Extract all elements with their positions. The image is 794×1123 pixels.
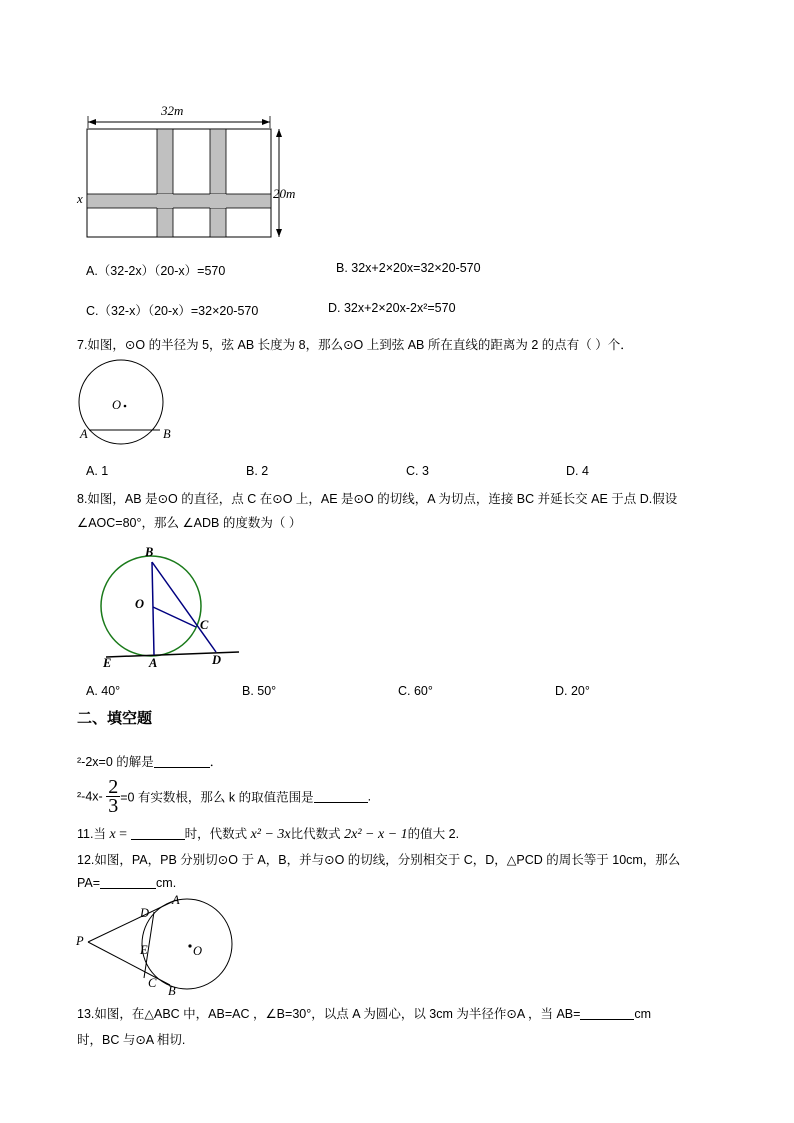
q8-circle-figure bbox=[98, 548, 248, 673]
q11-var-x: x bbox=[109, 827, 116, 842]
q6-x-label: x bbox=[77, 191, 83, 206]
q8-option-d[interactable]: D. 20° bbox=[555, 684, 590, 698]
q10-text-post: . bbox=[367, 789, 372, 804]
q12-text-post: cm. bbox=[156, 876, 177, 890]
q13-text-pre: 13.如图，在△ABC 中，AB=AC ，∠B=30°，以点 A 为圆心，以 3cm 为半径作⊙A ，当 AB= bbox=[77, 1007, 581, 1021]
q11-text-pre: 11.当 bbox=[77, 827, 106, 841]
q7-option-d[interactable]: D. 4 bbox=[566, 464, 589, 478]
q9-answer-blank[interactable] bbox=[154, 755, 210, 768]
q12-label-o: O bbox=[193, 944, 203, 958]
q11-text-mid2: 比代数式 bbox=[290, 827, 341, 841]
q12-answer-blank[interactable] bbox=[100, 876, 156, 889]
section-title-fill-in: 二、填空题 bbox=[77, 710, 153, 727]
q12-label-b: B bbox=[168, 984, 176, 998]
q11-text-mid1: 时，代数式 bbox=[184, 827, 248, 841]
q8-label-b: B bbox=[145, 545, 154, 559]
q8-option-c[interactable]: C. 60° bbox=[398, 684, 433, 698]
q12-tangent-figure bbox=[74, 892, 239, 1002]
q12-label-p: P bbox=[76, 934, 84, 948]
q12-label-a: A bbox=[172, 893, 180, 907]
q7-option-b[interactable]: B. 2 bbox=[246, 464, 269, 478]
q11-expression-2: 2x² − x − 1 bbox=[344, 827, 408, 842]
q10-question bbox=[77, 778, 371, 815]
q8-label-e: E bbox=[103, 656, 112, 670]
q8-option-b[interactable]: B. 50° bbox=[242, 684, 277, 698]
q8-option-a[interactable]: A. 40° bbox=[86, 684, 121, 698]
q6-option-d[interactable]: D. 32x+2×20x-2x²=570 bbox=[328, 301, 456, 315]
q12-label-c: C bbox=[148, 976, 157, 990]
q6-option-c[interactable]: C.（32-x）（20-x）=32×20-570 bbox=[86, 304, 259, 318]
q6-option-b[interactable]: B. 32x+2×20x=32×20-570 bbox=[336, 261, 481, 275]
q8-label-o: O bbox=[135, 597, 145, 611]
q13-answer-blank[interactable] bbox=[580, 1007, 634, 1020]
q8-label-d: D bbox=[212, 653, 222, 667]
q13-text-post: cm bbox=[634, 1007, 652, 1021]
q7-circle-figure bbox=[78, 360, 188, 450]
q11-answer-blank[interactable] bbox=[131, 827, 185, 840]
q12-label-d: D bbox=[140, 906, 150, 920]
q7-question-text: 7.如图，⊙O 的半径为 5，弦 AB 长度为 8，那么⊙O 上到弦 AB 所在直线的距离为 2 的点有（ ）个． bbox=[77, 338, 633, 352]
q9-question bbox=[77, 752, 222, 770]
q10-fraction bbox=[106, 778, 120, 815]
q12-question-line1: 12.如图，PA，PB 分别切⊙O 于 A，B，并与⊙O 的切线，分别相交于 C，D，△PCD 的周长等于 10cm，那么 bbox=[77, 853, 681, 867]
q9-text-pre: ²-2x=0 的解是 bbox=[77, 755, 154, 769]
q12-question-line2 bbox=[77, 876, 176, 890]
q13-question-line1 bbox=[77, 1004, 651, 1022]
q11-expression-1: x² − 3x bbox=[250, 827, 291, 842]
q7-option-c[interactable]: C. 3 bbox=[406, 464, 429, 478]
q6-width-label: 32m bbox=[161, 103, 184, 118]
q6-rectangle-figure bbox=[70, 98, 310, 248]
q10-answer-blank[interactable] bbox=[314, 790, 368, 803]
q10-fraction-numerator: 2 bbox=[108, 776, 119, 798]
q6-height-label: 20m bbox=[273, 186, 296, 201]
q12-label-e: E bbox=[140, 943, 148, 957]
q7-option-a[interactable]: A. 1 bbox=[86, 464, 109, 478]
q7-label-o: O bbox=[112, 398, 122, 412]
q9-text-post: ． bbox=[209, 755, 223, 769]
q10-text-pre: ²-4x- bbox=[77, 789, 103, 804]
q11-equals: = bbox=[115, 827, 131, 842]
q11-question bbox=[77, 824, 459, 843]
q7-label-a: A bbox=[80, 427, 88, 441]
q10-fraction-denominator: 3 bbox=[108, 795, 119, 817]
q12-text-pre: PA= bbox=[77, 876, 101, 890]
q11-text-post: 的值大 2. bbox=[407, 827, 460, 841]
q6-option-a[interactable]: A.（32-2x）（20-x）=570 bbox=[86, 264, 226, 278]
q8-question-line1: 8.如图，AB 是⊙O 的直径，点 C 在⊙O 上，AE 是⊙O 的切线，A 为切点，连接 BC 并延长交 AE 于点 D.假设 bbox=[77, 492, 678, 506]
q8-question-line2: ∠AOC=80°，那么 ∠ADB 的度数为（ ） bbox=[77, 516, 302, 530]
q8-label-c: C bbox=[200, 618, 209, 632]
q13-question-line2: 时，BC 与⊙A 相切. bbox=[77, 1033, 186, 1047]
q8-label-a: A bbox=[149, 656, 158, 670]
q7-label-b: B bbox=[163, 427, 171, 441]
q10-text-mid: =0 有实数根，那么 k 的取值范围是 bbox=[120, 790, 314, 805]
